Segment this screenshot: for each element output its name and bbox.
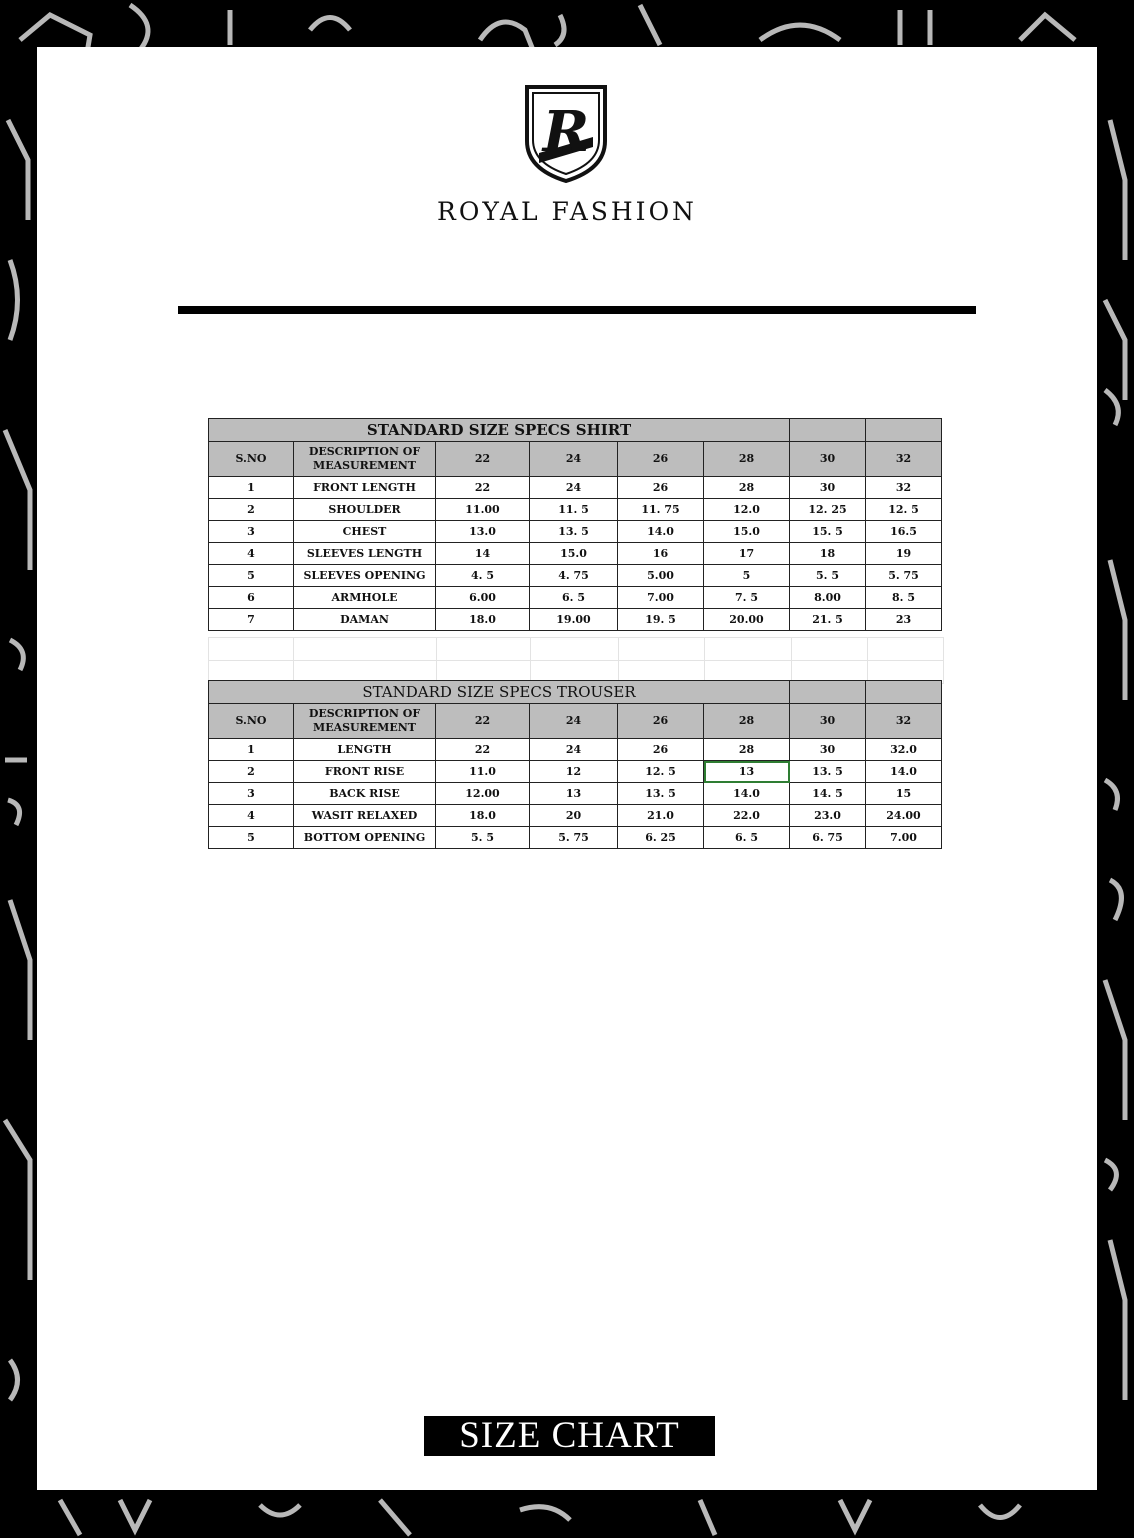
size-value-cell: 13 bbox=[530, 783, 618, 805]
title-filler-cell bbox=[790, 681, 866, 704]
size-value-cell: 30 bbox=[790, 739, 866, 761]
size-value-cell: 22 bbox=[436, 739, 530, 761]
sno-cell: 3 bbox=[209, 521, 294, 543]
size-value-cell: 24 bbox=[530, 739, 618, 761]
size-value-cell: 12 bbox=[530, 761, 618, 783]
measurement-name-cell: ARMHOLE bbox=[294, 587, 436, 609]
size-value-cell: 6.00 bbox=[436, 587, 530, 609]
svg-text:R: R bbox=[542, 99, 590, 165]
trouser-spec-table bbox=[208, 680, 942, 849]
size-value-cell: 24 bbox=[530, 477, 618, 499]
sno-cell: 1 bbox=[209, 739, 294, 761]
table-row bbox=[209, 609, 942, 631]
empty-grid-rows bbox=[208, 637, 944, 684]
table-row bbox=[209, 521, 942, 543]
size-value-cell: 19. 5 bbox=[618, 609, 704, 631]
measurement-name-cell: SLEEVES OPENING bbox=[294, 565, 436, 587]
size-value-cell: 12. 5 bbox=[618, 761, 704, 783]
size-value-cell: 5. 75 bbox=[866, 565, 942, 587]
size-value-cell: 28 bbox=[704, 739, 790, 761]
size-value-cell: 18.0 bbox=[436, 609, 530, 631]
sno-header: S.NO bbox=[209, 704, 294, 739]
sno-cell: 7 bbox=[209, 609, 294, 631]
sno-cell: 4 bbox=[209, 543, 294, 565]
sno-cell: 2 bbox=[209, 499, 294, 521]
size-value-cell: 14.0 bbox=[618, 521, 704, 543]
size-value-cell: 5.00 bbox=[618, 565, 704, 587]
size-value-cell: 20.00 bbox=[704, 609, 790, 631]
size-header: 32 bbox=[866, 442, 942, 477]
size-value-cell: 30 bbox=[790, 477, 866, 499]
table-row bbox=[209, 499, 942, 521]
size-value-cell: 13. 5 bbox=[790, 761, 866, 783]
size-value-cell: 6. 5 bbox=[704, 827, 790, 849]
measurement-name-cell: BACK RISE bbox=[294, 783, 436, 805]
table-row bbox=[209, 565, 942, 587]
size-value-cell: 6. 75 bbox=[790, 827, 866, 849]
size-value-cell: 26 bbox=[618, 477, 704, 499]
size-value-cell: 23.0 bbox=[790, 805, 866, 827]
brand-name: ROYAL FASHION bbox=[437, 197, 697, 226]
size-value-cell: 21. 5 bbox=[790, 609, 866, 631]
measurement-name-cell: FRONT LENGTH bbox=[294, 477, 436, 499]
size-header: 22 bbox=[436, 704, 530, 739]
sno-cell: 1 bbox=[209, 477, 294, 499]
description-header bbox=[294, 704, 436, 739]
measurement-name-cell: FRONT RISE bbox=[294, 761, 436, 783]
size-value-cell: 23 bbox=[866, 609, 942, 631]
size-value-cell: 32 bbox=[866, 477, 942, 499]
measurement-name-cell: DAMAN bbox=[294, 609, 436, 631]
size-value-cell: 15. 5 bbox=[790, 521, 866, 543]
measurement-name-cell: LENGTH bbox=[294, 739, 436, 761]
size-value-cell: 12. 5 bbox=[866, 499, 942, 521]
sno-cell: 2 bbox=[209, 761, 294, 783]
size-header: 26 bbox=[618, 704, 704, 739]
size-value-cell: 13. 5 bbox=[618, 783, 704, 805]
size-value-cell: 8. 5 bbox=[866, 587, 942, 609]
description-header-line2: MEASUREMENT bbox=[313, 459, 416, 472]
size-header: 28 bbox=[704, 442, 790, 477]
size-header: 24 bbox=[530, 442, 618, 477]
table-row bbox=[209, 827, 942, 849]
table-row bbox=[209, 783, 942, 805]
size-chart-sheet bbox=[37, 47, 1097, 1490]
size-value-cell: 13. 5 bbox=[530, 521, 618, 543]
size-value-cell: 11.00 bbox=[436, 499, 530, 521]
size-value-cell: 12. 25 bbox=[790, 499, 866, 521]
size-value-cell: 28 bbox=[704, 477, 790, 499]
size-value-cell: 21.0 bbox=[618, 805, 704, 827]
size-value-cell: 17 bbox=[704, 543, 790, 565]
size-value-cell: 22 bbox=[436, 477, 530, 499]
size-value-cell: 14. 5 bbox=[790, 783, 866, 805]
trouser-table-title: STANDARD SIZE SPECS TROUSER bbox=[209, 681, 790, 704]
size-value-cell: 11. 5 bbox=[530, 499, 618, 521]
size-value-cell: 32.0 bbox=[866, 739, 942, 761]
size-value-cell: 11.0 bbox=[436, 761, 530, 783]
table-row bbox=[209, 739, 942, 761]
size-value-cell: 5. 75 bbox=[530, 827, 618, 849]
size-value-cell: 6. 25 bbox=[618, 827, 704, 849]
size-value-cell: 18.0 bbox=[436, 805, 530, 827]
size-value-cell: 16.5 bbox=[866, 521, 942, 543]
measurement-name-cell: CHEST bbox=[294, 521, 436, 543]
size-value-cell: 8.00 bbox=[790, 587, 866, 609]
size-header: 26 bbox=[618, 442, 704, 477]
title-filler-cell bbox=[866, 681, 942, 704]
size-value-cell: 12.0 bbox=[704, 499, 790, 521]
size-value-cell: 19 bbox=[866, 543, 942, 565]
size-value-cell: 7. 5 bbox=[704, 587, 790, 609]
size-value-cell: 14.0 bbox=[866, 761, 942, 783]
size-value-cell: 11. 75 bbox=[618, 499, 704, 521]
size-chart-label: SIZE CHART bbox=[424, 1416, 715, 1456]
size-header: 22 bbox=[436, 442, 530, 477]
size-header: 32 bbox=[866, 704, 942, 739]
size-value-cell: 5. 5 bbox=[436, 827, 530, 849]
table-row bbox=[209, 587, 942, 609]
table-row bbox=[209, 761, 942, 783]
size-value-cell: 26 bbox=[618, 739, 704, 761]
size-value-cell: 13.0 bbox=[436, 521, 530, 543]
size-value-cell: 22.0 bbox=[704, 805, 790, 827]
size-value-cell: 18 bbox=[790, 543, 866, 565]
size-value-cell: 12.00 bbox=[436, 783, 530, 805]
sno-cell: 5 bbox=[209, 827, 294, 849]
size-header: 30 bbox=[790, 442, 866, 477]
size-value-cell: 14 bbox=[436, 543, 530, 565]
size-value-cell: 4. 75 bbox=[530, 565, 618, 587]
sno-cell: 4 bbox=[209, 805, 294, 827]
size-value-cell: 13 bbox=[704, 761, 790, 783]
size-value-cell: 15 bbox=[866, 783, 942, 805]
shirt-table-title: STANDARD SIZE SPECS SHIRT bbox=[209, 419, 790, 442]
size-value-cell: 14.0 bbox=[704, 783, 790, 805]
title-filler-cell bbox=[866, 419, 942, 442]
size-value-cell: 19.00 bbox=[530, 609, 618, 631]
header-divider bbox=[178, 306, 976, 314]
size-value-cell: 7.00 bbox=[618, 587, 704, 609]
description-header-line2: MEASUREMENT bbox=[313, 721, 416, 734]
table-row bbox=[209, 477, 942, 499]
size-value-cell: 24.00 bbox=[866, 805, 942, 827]
size-header: 30 bbox=[790, 704, 866, 739]
measurement-name-cell: SLEEVES LENGTH bbox=[294, 543, 436, 565]
table-row bbox=[209, 805, 942, 827]
sno-cell: 5 bbox=[209, 565, 294, 587]
size-value-cell: 5. 5 bbox=[790, 565, 866, 587]
shield-r-monogram-icon bbox=[523, 83, 609, 183]
size-value-cell: 15.0 bbox=[704, 521, 790, 543]
size-header: 24 bbox=[530, 704, 618, 739]
measurement-name-cell: SHOULDER bbox=[294, 499, 436, 521]
size-value-cell: 4. 5 bbox=[436, 565, 530, 587]
description-header-line1: DESCRIPTION OF bbox=[308, 707, 421, 720]
measurement-name-cell: BOTTOM OPENING bbox=[294, 827, 436, 849]
size-value-cell: 20 bbox=[530, 805, 618, 827]
size-value-cell: 6. 5 bbox=[530, 587, 618, 609]
size-header: 28 bbox=[704, 704, 790, 739]
table-row bbox=[209, 543, 942, 565]
size-value-cell: 16 bbox=[618, 543, 704, 565]
title-filler-cell bbox=[790, 419, 866, 442]
sno-cell: 6 bbox=[209, 587, 294, 609]
description-header bbox=[294, 442, 436, 477]
description-header-line1: DESCRIPTION OF bbox=[308, 445, 421, 458]
size-value-cell: 7.00 bbox=[866, 827, 942, 849]
size-value-cell: 5 bbox=[704, 565, 790, 587]
sno-header: S.NO bbox=[209, 442, 294, 477]
measurement-name-cell: WASIT RELAXED bbox=[294, 805, 436, 827]
size-value-cell: 15.0 bbox=[530, 543, 618, 565]
sno-cell: 3 bbox=[209, 783, 294, 805]
shirt-spec-table bbox=[208, 418, 942, 631]
